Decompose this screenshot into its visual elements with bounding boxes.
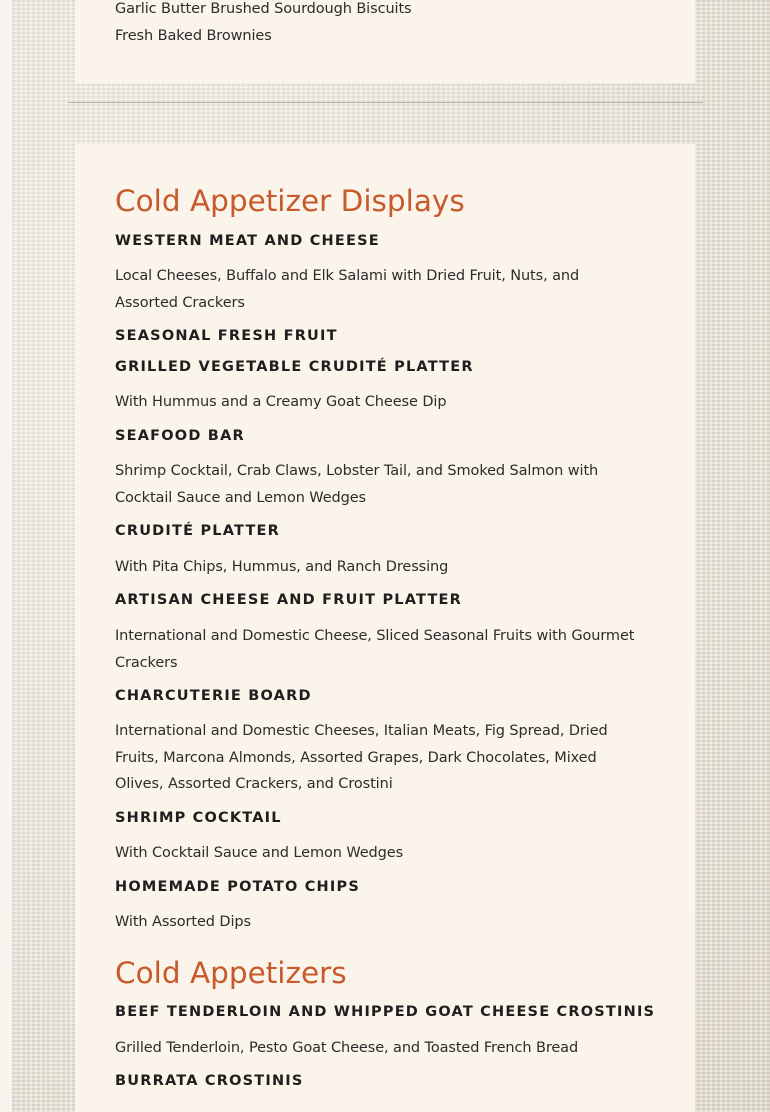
menu-item-name: BEEF TENDERLOIN AND WHIPPED GOAT CHEESE CROSTINIS	[115, 1004, 656, 1020]
menu-item-name: CHARCUTERIE BOARD	[115, 688, 312, 704]
menu-item-name: ARTISAN CHEESE AND FRUIT PLATTER	[115, 592, 463, 608]
menu-item-name: BURRATA CROSTINIS	[115, 1073, 304, 1089]
menu-item-description: With Pita Chips, Hummus, and Ranch Dressing	[115, 559, 449, 575]
section-title-cold-appetizers: Cold Appetizers	[115, 956, 347, 990]
menu-item-description: With Assorted Dips	[115, 914, 251, 930]
menu-item-name: SEASONAL FRESH FRUIT	[115, 328, 338, 344]
section-title-cold-appetizer-displays: Cold Appetizer Displays	[115, 184, 465, 218]
menu-list-item: Fresh Baked Brownies	[115, 28, 272, 44]
menu-item-name: WESTERN MEAT AND CHEESE	[115, 233, 380, 249]
menu-item-description: Shrimp Cocktail, Crab Claws, Lobster Tail, and Smoked Salmon with Cocktail Sauce and Lemon Wedges	[115, 463, 599, 506]
menu-item-description: With Cocktail Sauce and Lemon Wedges	[115, 845, 404, 861]
menu-list-item: Garlic Butter Brushed Sourdough Biscuits	[115, 1, 412, 17]
menu-item-name: CRUDITÉ PLATTER	[115, 523, 281, 539]
menu-item-description: Local Cheeses, Buffalo and Elk Salami with Dried Fruit, Nuts, and Assorted Crackers	[115, 268, 580, 311]
menu-item-description: International and Domestic Cheeses, Italian Meats, Fig Spread, Dried Fruits, Marcona Almonds, Assorted Grapes, Dark Chocolates, Mixed Olives, Assorted Crackers, and Crostini	[115, 723, 608, 792]
menu-item-name: GRILLED VEGETABLE CRUDITÉ PLATTER	[115, 359, 474, 375]
menu-item-name: SHRIMP COCKTAIL	[115, 810, 282, 826]
menu-item-name: SEAFOOD BAR	[115, 428, 245, 444]
menu-item-name: HOMEMADE POTATO CHIPS	[115, 879, 360, 895]
menu-item-description: Grilled Tenderloin, Pesto Goat Cheese, and Toasted French Bread	[115, 1040, 579, 1056]
menu-item-description: With Hummus and a Creamy Goat Cheese Dip	[115, 394, 447, 410]
section-divider	[68, 102, 703, 103]
menu-item-description: International and Domestic Cheese, Sliced Seasonal Fruits with Gourmet Crackers	[115, 628, 635, 671]
page-edge-strip	[0, 0, 12, 1112]
